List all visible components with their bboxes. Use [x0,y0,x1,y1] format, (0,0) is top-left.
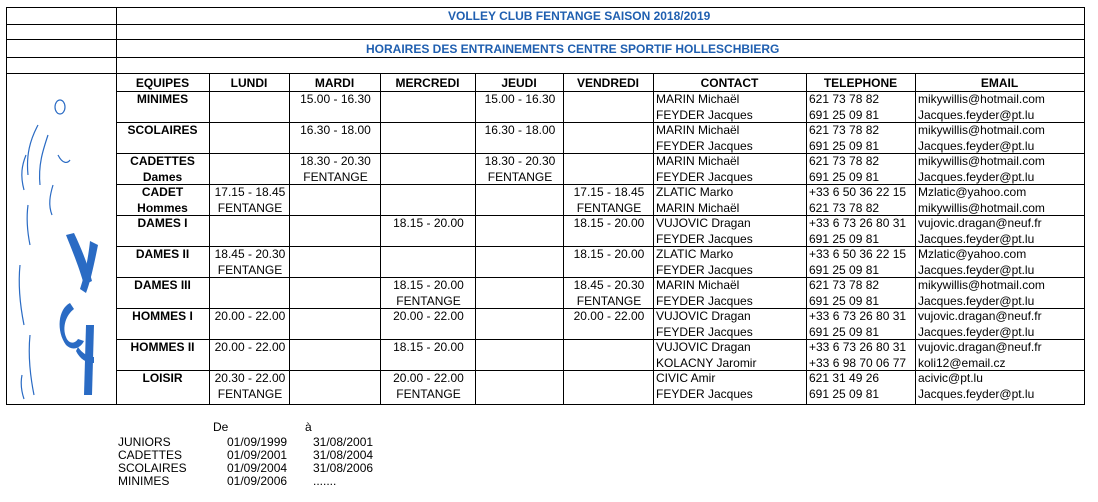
legend-from-date: 01/09/2004 [227,461,288,475]
cell-email: Jacques.feyder@pt.lu [918,386,1035,401]
cell-email: vujovic.dragan@neuf.fr [918,216,1042,230]
grid-line [6,57,1084,58]
cell-email: Mzlatic@yahoo.com [918,185,1027,199]
legend-category: SCOLAIRES [118,461,187,475]
cell-email: mikywillis@hotmail.com [918,200,1045,215]
cell-lundi: FENTANGE [217,262,283,277]
legend-category: MINIMES [118,474,170,488]
cell-jeudi: FENTANGE [487,169,553,184]
cell-vendredi: 18.15 - 20.00 [573,247,645,261]
cell-team: HOMMES I [132,309,193,323]
cell-vendredi: FENTANGE [576,293,642,308]
grid-line [6,404,1084,405]
cell-team: HOMMES II [130,340,195,354]
legend-from-date: 01/09/2006 [227,474,288,488]
legend-from-date: 01/09/1999 [227,435,288,449]
cell-phone: 621 73 78 82 [809,92,880,106]
cell-vendredi: 18.45 - 20.30 [573,278,645,292]
cell-lundi: 20.00 - 22.00 [214,340,286,354]
legend-category: CADETTES [118,448,183,462]
cell-email: Jacques.feyder@pt.lu [918,107,1035,122]
grid-line [6,24,1084,25]
cell-email: Jacques.feyder@pt.lu [918,138,1035,153]
cell-mercredi: 18.15 - 20.00 [393,340,464,354]
cell-phone: 691 25 09 81 [809,231,880,246]
cell-contact: MARIN Michaël [656,154,740,168]
cell-phone: +33 6 50 36 22 15 [809,185,907,199]
legend-to-date: 31/08/2006 [313,461,374,475]
cell-email: Jacques.feyder@pt.lu [918,262,1035,277]
cell-phone: 691 25 09 81 [809,169,880,184]
cell-phone: +33 6 50 36 22 15 [809,247,907,261]
cell-jeudi: 18.30 - 20.30 [484,154,556,168]
cell-phone: 691 25 09 81 [809,138,880,153]
cell-contact: MARIN Michaël [656,92,740,106]
cell-phone: 621 73 78 82 [809,278,880,292]
cell-phone: 691 25 09 81 [809,324,880,339]
legend-to-label: à [305,420,312,434]
cell-jeudi: 15.00 - 16.30 [484,92,556,106]
cell-lundi: 17.15 - 18.45 [214,185,286,199]
cell-contact: FEYDER Jacques [656,138,753,153]
cell-mardi: 15.00 - 16.30 [300,92,371,106]
cell-contact: FEYDER Jacques [656,169,753,184]
cell-vendredi: 20.00 - 22.00 [573,309,645,323]
cell-lundi: 20.00 - 22.00 [214,309,286,323]
cell-contact: ZLATIC Marko [656,185,734,199]
cell-mardi: 18.30 - 20.30 [300,154,371,168]
cell-team: SCOLAIRES [127,123,198,137]
header-mercredi: MERCREDI [395,76,460,90]
cell-team: CADETTES [130,154,195,168]
cell-phone: +33 6 73 26 80 31 [809,216,907,230]
legend-from-date: 01/09/2001 [227,448,288,462]
cell-phone: 621 73 78 82 [809,123,880,137]
cell-contact: MARIN Michaël [656,278,740,292]
cell-phone: 691 25 09 81 [809,386,880,401]
legend-from-label: De [213,420,229,434]
cell-contact: FEYDER Jacques [656,107,753,122]
grid-line [6,73,1084,74]
cell-contact: FEYDER Jacques [656,293,753,308]
cell-vendredi: 17.15 - 18.45 [573,185,645,199]
page-subtitle: HORAIRES DES ENTRAINEMENTS CENTRE SPORTIF HOLLESCHBIERG [366,42,780,56]
cell-contact: CIVIC Amir [656,371,716,385]
cell-email: mikywillis@hotmail.com [918,92,1045,106]
cell-contact: VUJOVIC Dragan [656,340,751,354]
cell-phone: 691 25 09 81 [809,107,880,122]
cell-mercredi: 20.00 - 22.00 [393,371,464,385]
grid-line [6,7,1084,8]
cell-team: DAMES II [135,247,190,261]
header-jeudi: JEUDI [501,76,537,90]
cell-email: koli12@email.cz [918,355,1006,370]
cell-mercredi: 18.15 - 20.00 [393,216,464,230]
cell-email: Jacques.feyder@pt.lu [918,293,1035,308]
cell-lundi: 18.45 - 20.30 [214,247,286,261]
cell-email: Jacques.feyder@pt.lu [918,231,1035,246]
cell-mercredi: 18.15 - 20.00 [393,278,464,292]
cell-mercredi: FENTANGE [396,293,461,308]
cell-contact: VUJOVIC Dragan [656,216,751,230]
header-email: EMAIL [980,76,1019,90]
header-equipes: EQUIPES [135,76,190,90]
cell-team: LOISIR [142,371,183,385]
header-telephone: TELEPHONE [823,76,898,90]
page-title: VOLLEY CLUB FENTANGE SAISON 2018/2019 [448,9,711,23]
cell-jeudi: 16.30 - 18.00 [484,123,556,137]
cell-phone: 621 73 78 82 [809,154,880,168]
cell-email: acivic@pt.lu [918,371,983,385]
cell-email: Jacques.feyder@pt.lu [918,324,1035,339]
cell-email: Mzlatic@yahoo.com [918,247,1027,261]
grid-line [6,7,7,405]
cell-contact: FEYDER Jacques [656,262,753,277]
cell-mercredi: 20.00 - 22.00 [393,309,464,323]
cell-phone: 621 73 78 82 [809,200,880,215]
volleyball-club-logo-icon [8,95,108,401]
cell-vendredi: FENTANGE [576,200,642,215]
header-vendredi: VENDREDI [576,76,639,90]
cell-email: mikywillis@hotmail.com [918,154,1045,168]
cell-email: mikywillis@hotmail.com [918,278,1045,292]
cell-lundi: 20.30 - 22.00 [214,371,286,385]
cell-contact: MARIN Michaël [656,200,740,215]
cell-team: CADET [141,185,184,199]
cell-contact: MARIN Michaël [656,123,740,137]
cell-mercredi: FENTANGE [396,386,461,401]
cell-team: DAMES I [137,216,188,230]
legend-to-date: 31/08/2004 [313,448,374,462]
cell-phone: 691 25 09 81 [809,262,880,277]
header-lundi: LUNDI [230,76,268,90]
cell-team: MINIMES [136,92,189,106]
header-contact: CONTACT [700,76,759,90]
cell-email: vujovic.dragan@neuf.fr [918,309,1042,323]
cell-lundi: FENTANGE [217,200,283,215]
legend-to-date: ....... [313,474,337,488]
cell-phone: 691 25 09 81 [809,293,880,308]
grid-line [1084,7,1085,405]
cell-phone: +33 6 73 26 80 31 [809,309,907,323]
cell-contact: KOLACNY Jaromir [656,355,757,370]
legend-to-date: 31/08/2001 [313,435,374,449]
cell-team: DAMES III [134,278,191,292]
cell-phone: +33 6 73 26 80 31 [809,340,907,354]
legend-category: JUNIORS [118,435,171,449]
cell-mardi: 16.30 - 18.00 [300,123,371,137]
cell-email: mikywillis@hotmail.com [918,123,1045,137]
cell-contact: FEYDER Jacques [656,386,753,401]
grid-line [6,39,1084,40]
cell-email: Jacques.feyder@pt.lu [918,169,1035,184]
cell-vendredi: 18.15 - 20.00 [573,216,645,230]
cell-phone: 621 31 49 26 [809,371,880,385]
cell-contact: FEYDER Jacques [656,324,753,339]
cell-contact: ZLATIC Marko [656,247,734,261]
header-mardi: MARDI [314,76,355,90]
cell-lundi: FENTANGE [217,386,283,401]
cell-team: Dames [142,169,183,184]
cell-mardi: FENTANGE [303,169,368,184]
cell-contact: FEYDER Jacques [656,231,753,246]
cell-phone: +33 6 98 70 06 77 [809,355,907,370]
cell-contact: VUJOVIC Dragan [656,309,751,323]
cell-team: Hommes [137,200,188,215]
cell-email: vujovic.dragan@neuf.fr [918,340,1042,354]
